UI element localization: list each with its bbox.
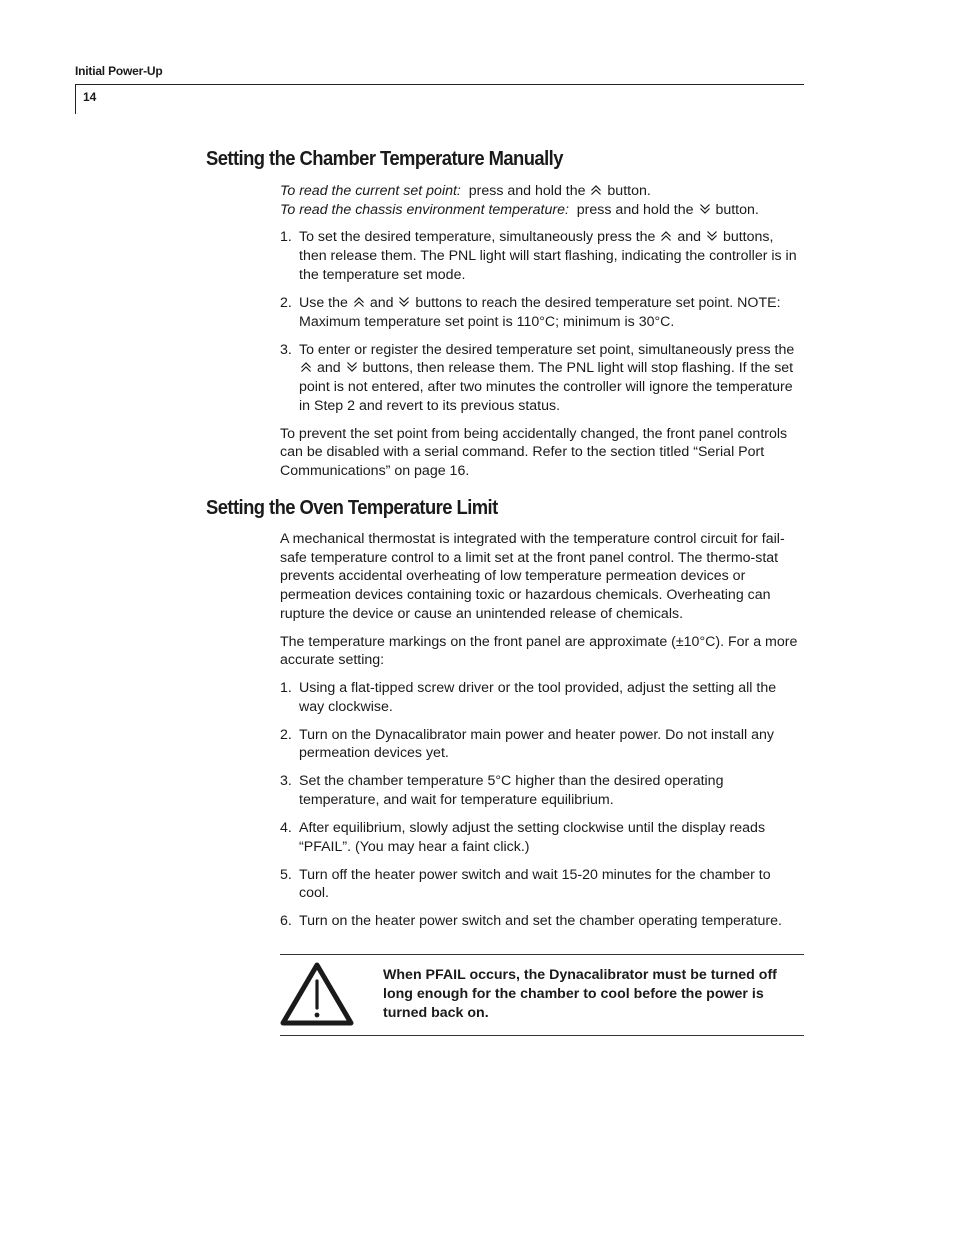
- step-text: buttons to reach the desired temperature set point. NOTE: Maximum temperature set point is 110°C; minimum is 30°C.: [299, 294, 781, 330]
- step-text: After equilibrium, slowly adjust the setting clockwise until the display reads “PFAIL”. (You may hear a faint click.): [299, 820, 766, 855]
- step-text: Turn on the Dynacalibrator main power and heater power. Do not install any permeation devices yet.: [299, 726, 775, 762]
- thermostat-intro: A mechanical thermostat is integrated with the temperature control circuit for fail-safe temperature control to a limit set at the front panel control. The thermo-stat prevents accidental overheating of low temperature permeation devices or permeation devices containing toxic or hazardous chemicals. Overheating can rupture the device or cause an unintended release of chemicals.: [280, 531, 785, 622]
- step-number: 2.: [280, 294, 292, 311]
- read-chassis-post: button.: [715, 201, 759, 218]
- step-number: 6.: [280, 913, 292, 930]
- read-setpoint-line: [280, 182, 804, 201]
- section-body-oven-limit: [280, 530, 804, 940]
- step-text: Set the chamber temperature 5°C higher than the desired operating temperature, and wait for temperature equilibrium.: [299, 773, 724, 809]
- section-heading-oven-limit: Setting the Oven Temperature Limit: [206, 497, 498, 519]
- list-item: [280, 341, 804, 416]
- step-number: 3.: [280, 341, 292, 358]
- list-item: [280, 866, 804, 903]
- markings-note: The temperature markings on the front panel are approximate (±10°C). For a more accurate setting:: [280, 633, 798, 669]
- list-item: [280, 726, 804, 763]
- header-rule: [75, 84, 804, 85]
- warning-text: When PFAIL occurs, the Dynacalibrator must be turned off long enough for the chamber to cool before the power is turned back on.: [383, 967, 777, 1021]
- double-down-arrow-icon: [398, 296, 410, 308]
- list-item: [280, 679, 804, 716]
- list-item: [280, 772, 804, 809]
- double-up-arrow-icon: [660, 230, 672, 242]
- list-item: [280, 819, 804, 856]
- step-text: Using a flat-tipped screw driver or the tool provided, adjust the setting all the way clockwise.: [299, 679, 777, 715]
- step-text: and: [677, 229, 702, 246]
- double-down-arrow-icon: [699, 203, 711, 215]
- step-text: To set the desired temperature, simultaneously press the: [299, 229, 656, 246]
- chamber-steps-list: [280, 228, 804, 415]
- page-number: 14: [83, 90, 97, 104]
- double-down-arrow-icon: [706, 230, 718, 242]
- step-number: 1.: [280, 679, 292, 696]
- front-panel-note: To prevent the set point from being accidentally changed, the front panel controls can be disabled with a serial command. Refer to the section titled “Serial Port Communications” on page 16.: [280, 425, 788, 480]
- read-setpoint-pre: press and hold the: [468, 183, 586, 199]
- step-text: and: [316, 360, 341, 377]
- step-text: buttons, then release them. The PNL light will start flashing, indicating the controller is in the temperature set mode.: [299, 229, 797, 283]
- step-number: 3.: [280, 773, 292, 790]
- read-setpoint-label: To read the current set point:: [280, 183, 461, 199]
- read-chassis-pre: press and hold the: [576, 201, 694, 218]
- step-number: 2.: [280, 726, 292, 743]
- double-up-arrow-icon: [353, 296, 365, 308]
- double-down-arrow-icon: [346, 361, 358, 373]
- step-text: Turn off the heater power switch and wait 15-20 minutes for the chamber to cool.: [299, 866, 771, 902]
- list-item: [280, 912, 804, 931]
- warning-triangle-icon: [280, 961, 354, 1027]
- step-number: 1.: [280, 229, 292, 246]
- step-text: Turn on the heater power switch and set the chamber operating temperature.: [299, 913, 782, 930]
- read-setpoint-post: button.: [607, 183, 651, 199]
- double-up-arrow-icon: [590, 184, 602, 196]
- oven-limit-steps-list: [280, 679, 804, 931]
- section-heading-chamber-temperature: Setting the Chamber Temperature Manually: [206, 148, 563, 170]
- step-text: buttons, then release them. The PNL light will stop flashing. If the set point is not entered, after two minutes the controller will ignore the temperature in Step 2 and revert to its previous status.: [299, 360, 794, 414]
- step-text: Use the: [299, 294, 348, 311]
- header-vertical-rule: [75, 84, 76, 114]
- step-number: 4.: [280, 820, 292, 837]
- step-number: 5.: [280, 866, 292, 883]
- step-text: and: [369, 294, 394, 311]
- section-body-chamber-temperature: [280, 182, 804, 490]
- running-header-title: Initial Power-Up: [75, 64, 163, 78]
- read-chassis-line: [280, 201, 804, 220]
- list-item: [280, 228, 804, 284]
- list-item: [280, 294, 804, 331]
- read-chassis-label: To read the chassis environment temperature:: [280, 201, 569, 218]
- double-up-arrow-icon: [300, 361, 312, 373]
- warning-callout: [280, 954, 804, 1036]
- step-text: To enter or register the desired temperature set point, simultaneously press the: [299, 341, 795, 358]
